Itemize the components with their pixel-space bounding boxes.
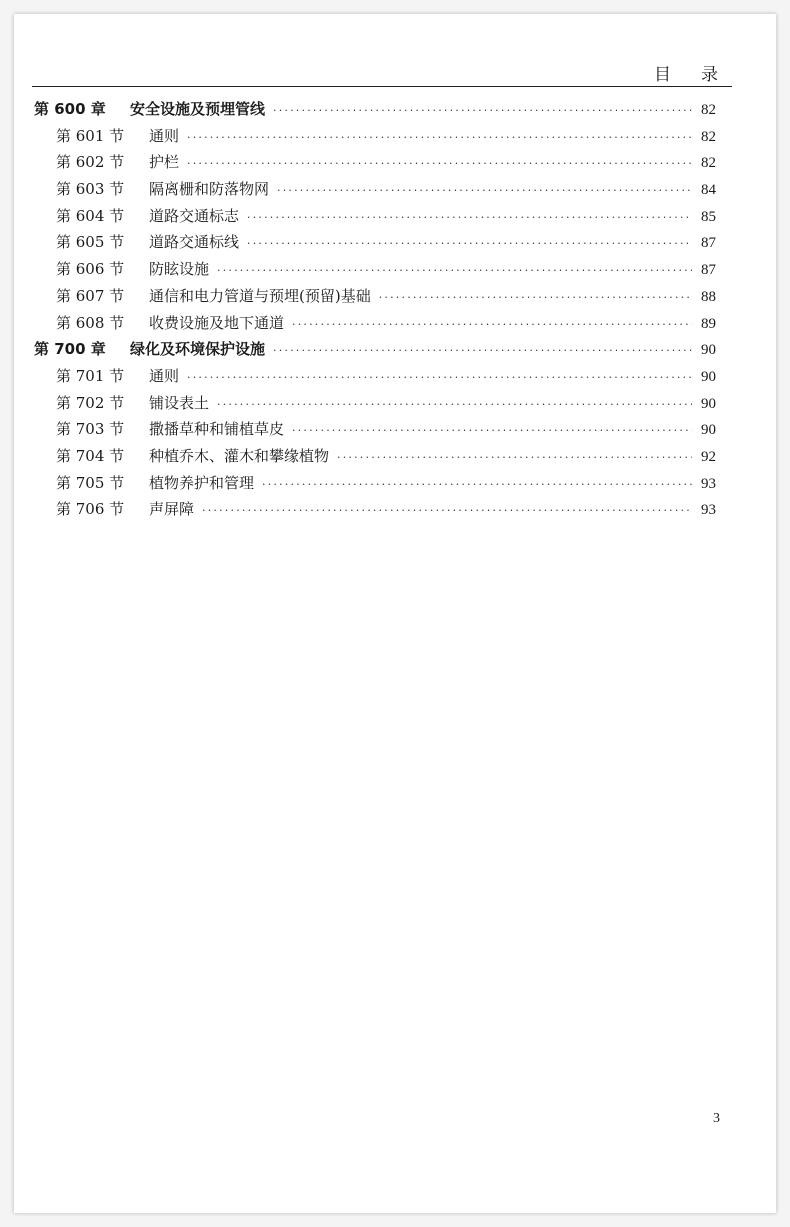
dot-leader <box>187 131 692 144</box>
toc-entry-number: 第 701 节 <box>56 366 125 385</box>
toc-section-entry <box>34 365 716 392</box>
toc-section-entry <box>34 178 716 205</box>
toc-chapter-entry <box>34 98 716 125</box>
toc-entry-page: 90 <box>701 368 716 385</box>
toc-entry-number: 第 606 节 <box>56 260 125 279</box>
toc-entry-title: 植物养护和管理 <box>149 473 255 492</box>
toc-section-entry <box>34 285 716 312</box>
toc-chapter-entry <box>34 338 716 365</box>
table-of-contents <box>34 98 716 525</box>
page-number: 3 <box>713 1111 720 1126</box>
toc-entry-number: 第 706 节 <box>56 500 125 519</box>
toc-section-entry <box>34 205 716 232</box>
toc-entry-number: 第 604 节 <box>56 206 125 225</box>
page-header-title: 目录 <box>654 65 748 85</box>
toc-entry-title: 护栏 <box>149 153 180 172</box>
dot-leader <box>262 478 692 491</box>
toc-entry-title: 通则 <box>149 126 180 145</box>
toc-entry-number: 第 600 章 <box>34 100 106 118</box>
toc-entry-page: 87 <box>701 235 716 252</box>
toc-entry-page: 84 <box>701 182 716 199</box>
toc-entry-title: 隔离栅和防落物网 <box>149 180 270 199</box>
toc-entry-title: 种植乔木、灌木和攀缘植物 <box>149 446 330 465</box>
dot-leader <box>273 104 692 117</box>
toc-entry-title: 收费设施及地下通道 <box>149 313 285 332</box>
toc-entry-page: 82 <box>701 102 716 118</box>
toc-section-entry <box>34 418 716 445</box>
toc-section-entry <box>34 498 716 525</box>
toc-entry-number: 第 700 章 <box>34 340 106 359</box>
dot-leader <box>217 264 692 277</box>
toc-entry-page: 90 <box>701 395 716 412</box>
toc-entry-title: 道路交通标志 <box>149 206 240 225</box>
toc-entry-number: 第 703 节 <box>56 420 125 439</box>
toc-entry-page: 82 <box>701 128 716 145</box>
toc-section-entry <box>34 151 716 178</box>
toc-entry-page: 92 <box>701 448 716 465</box>
toc-entry-page: 90 <box>701 422 716 439</box>
dot-leader <box>273 344 692 357</box>
toc-section-entry <box>34 445 716 472</box>
toc-entry-title: 铺设表土 <box>149 393 210 412</box>
toc-entry-number: 第 603 节 <box>56 180 125 199</box>
toc-section-entry <box>34 472 716 499</box>
toc-entry-title: 防眩设施 <box>149 260 210 279</box>
toc-section-entry <box>34 231 716 258</box>
header-rule <box>32 86 732 87</box>
toc-entry-page: 93 <box>701 502 716 519</box>
toc-section-entry <box>34 312 716 339</box>
dot-leader <box>337 451 692 464</box>
toc-entry-title: 声屏障 <box>149 500 195 519</box>
dot-leader <box>379 291 692 304</box>
toc-entry-number: 第 704 节 <box>56 446 125 465</box>
toc-section-entry <box>34 258 716 285</box>
dot-leader <box>217 398 692 411</box>
dot-leader <box>292 424 692 437</box>
toc-entry-page: 89 <box>701 315 716 332</box>
toc-entry-title: 通信和电力管道与预埋(预留)基础 <box>149 286 371 305</box>
toc-section-entry <box>34 125 716 152</box>
toc-entry-page: 87 <box>701 262 716 279</box>
toc-entry-page: 82 <box>701 155 716 172</box>
toc-entry-page: 88 <box>701 288 716 305</box>
toc-entry-page: 85 <box>701 208 716 225</box>
toc-entry-number: 第 608 节 <box>56 313 125 332</box>
toc-entry-number: 第 702 节 <box>56 393 125 412</box>
dot-leader <box>187 371 692 384</box>
toc-entry-title: 安全设施及预埋管线 <box>130 100 266 118</box>
dot-leader <box>187 157 692 170</box>
toc-entry-title: 道路交通标线 <box>149 233 240 252</box>
toc-section-entry <box>34 392 716 419</box>
toc-entry-page: 93 <box>701 475 716 492</box>
toc-entry-page: 90 <box>701 342 716 359</box>
dot-leader <box>202 504 692 517</box>
dot-leader <box>247 237 692 250</box>
document-page <box>14 14 776 1213</box>
dot-leader <box>277 184 692 197</box>
toc-entry-number: 第 605 节 <box>56 233 125 252</box>
toc-entry-number: 第 705 节 <box>56 473 125 492</box>
dot-leader <box>292 318 692 331</box>
toc-entry-number: 第 602 节 <box>56 153 125 172</box>
toc-entry-title: 通则 <box>149 366 180 385</box>
dot-leader <box>247 211 692 224</box>
toc-entry-title: 绿化及环境保护设施 <box>130 340 266 359</box>
toc-entry-number: 第 607 节 <box>56 286 125 305</box>
toc-entry-title: 撒播草种和铺植草皮 <box>149 420 285 439</box>
toc-entry-number: 第 601 节 <box>56 126 125 145</box>
